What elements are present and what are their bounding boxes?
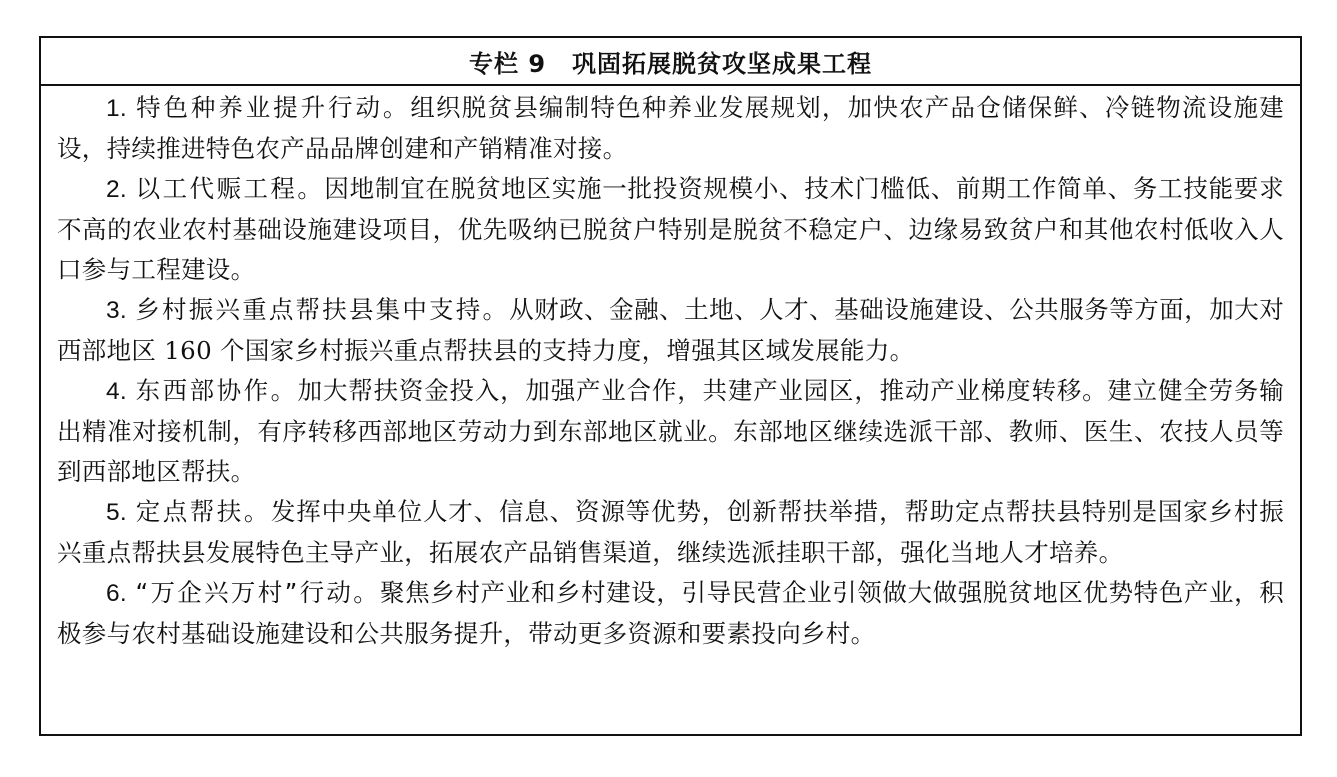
item-body: 加大帮扶资金投入，加强产业合作，共建产业园区，推动产业梯度转移。建立健全劳务输出精准对接机制，有序转移西部地区劳动力到东部地区就业。东部地区继续选派干部、教师、医生、农技人员等到西部地区帮扶。 bbox=[57, 376, 1284, 486]
item-heading: 特色种养业提升行动。 bbox=[136, 93, 411, 122]
column-title-text: 巩固拓展脱贫攻坚成果工程 bbox=[572, 49, 873, 78]
item-number: 6. bbox=[106, 580, 128, 607]
list-item bbox=[57, 492, 1284, 573]
list-item bbox=[57, 169, 1284, 290]
item-body: 发挥中央单位人才、信息、资源等优势，创新帮扶举措，帮助定点帮扶县特别是国家乡村振兴重点帮扶县发展特色主导产业，拓展农产品销售渠道，继续选派挂职干部，强化当地人才培养。 bbox=[57, 497, 1285, 567]
column-label: 专栏 9 bbox=[468, 49, 547, 78]
list-item bbox=[57, 371, 1284, 492]
item-body: 从财政、金融、土地、人才、基础设施建设、公共服务等方面，加大对西部地区 160 个国家乡村振兴重点帮扶县的支持力度，增强其区域发展能力。 bbox=[57, 295, 1285, 365]
list-item bbox=[57, 88, 1284, 169]
item-heading: 定点帮扶。 bbox=[135, 497, 271, 526]
item-body: 组织脱贫县编制特色种养业发展规划，加快农产品仓储保鲜、冷链物流设施建设，持续推进特色农产品品牌创建和产销精准对接。 bbox=[57, 93, 1285, 163]
item-number: 4. bbox=[106, 378, 128, 405]
item-number: 5. bbox=[106, 499, 128, 526]
item-body: 聚焦乡村产业和乡村建设，引导民营企业引领做大做强脱贫地区优势特色产业，积极参与农村基础设施建设和公共服务提升，带动更多资源和要素投向乡村。 bbox=[57, 578, 1285, 648]
item-heading: 东西部协作。 bbox=[135, 376, 298, 405]
item-number: 1. bbox=[106, 95, 128, 122]
column-content bbox=[41, 86, 1300, 654]
item-number: 3. bbox=[106, 297, 128, 324]
column-title bbox=[41, 38, 1300, 86]
special-column-box bbox=[39, 36, 1302, 736]
item-heading: 以工代赈工程。 bbox=[135, 174, 325, 203]
list-item bbox=[57, 290, 1284, 371]
list-item bbox=[57, 573, 1284, 654]
item-heading: “万企兴万村”行动。 bbox=[135, 578, 381, 607]
item-body: 因地制宜在脱贫地区实施一批投资规模小、技术门槛低、前期工作简单、务工技能要求不高的农业农村基础设施建设项目，优先吸纳已脱贫户特别是脱贫不稳定户、边缘易致贫户和其他农村低收入人口参与工程建设。 bbox=[57, 174, 1284, 284]
item-heading: 乡村振兴重点帮扶县集中支持。 bbox=[135, 295, 510, 324]
item-number: 2. bbox=[106, 176, 128, 203]
